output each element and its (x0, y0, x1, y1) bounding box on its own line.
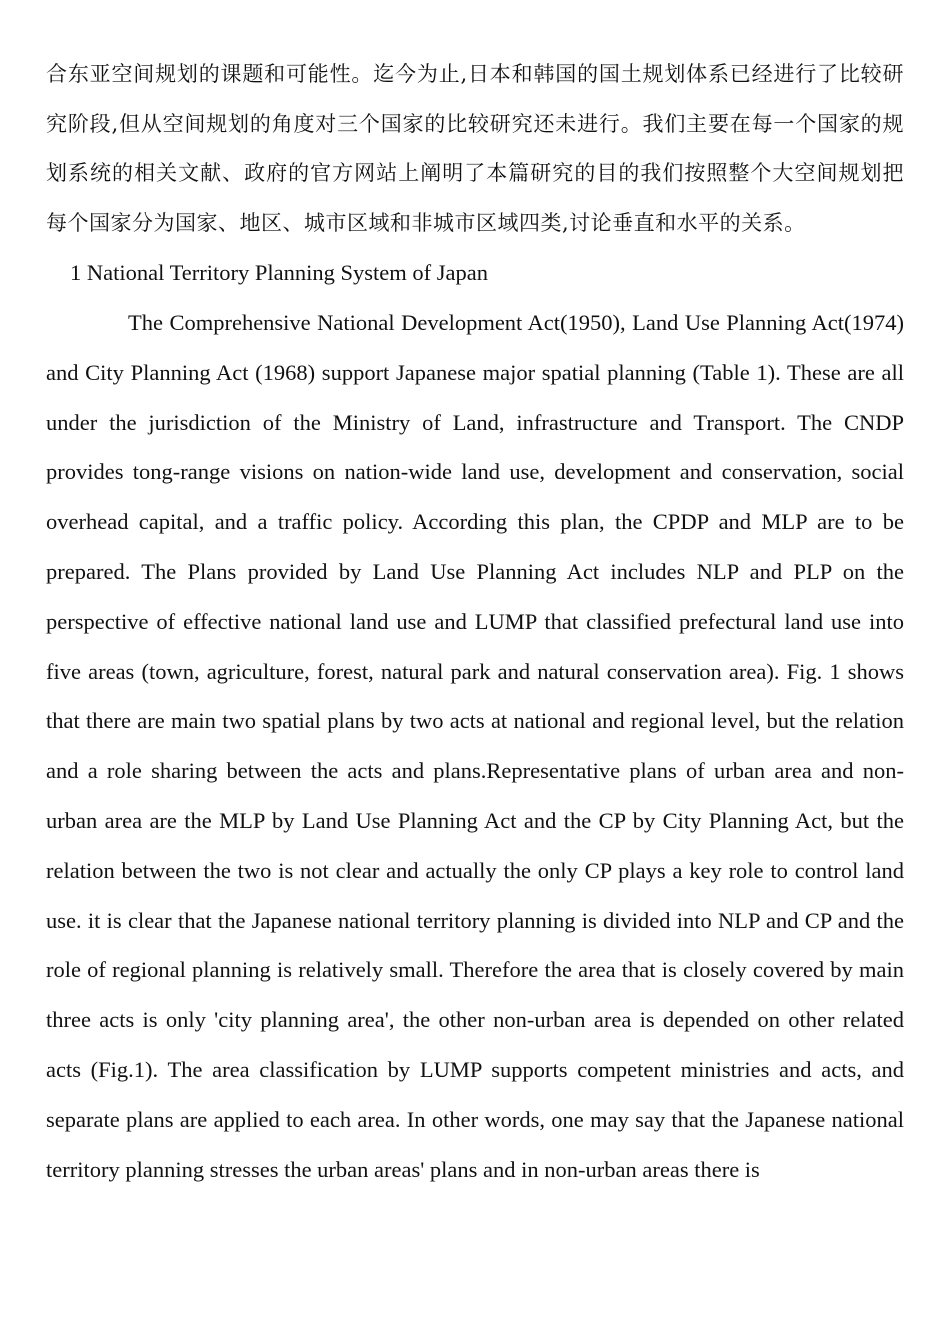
body-paragraph: The Comprehensive National Development Act(1950), Land Use Planning Act(1974) and City Planning Act (1968) support Japanese major spatial planning (Table 1). These are all under the jurisdiction of the Ministry of Land, infrastructure and Transport. The CNDP provides tong-range visions on nation-wide land use, development and conservation, social overhead capital, and a traffic policy. According this plan, the CPDP and MLP are to be prepared. The Plans provided by Land Use Planning Act includes NLP and PLP on the perspective of effective national land use and LUMP that classified prefectural land use into five areas (town, agriculture, forest, natural park and natural conservation area). Fig. 1 shows that there are main two spatial plans by two acts at national and regional level, but the relation and a role sharing between the acts and plans.Representative plans of urban area and non-urban area are the MLP by Land Use Planning Act and the CP by City Planning Act, but the relation between the two is not clear and actually the only CP plays a key role to control land use. it is clear that the Japanese national territory planning is divided into NLP and CP and the role of regional planning is relatively small. Therefore the area that is closely covered by main three acts is only 'city planning area', the other non-urban area is depended on other related acts (Fig.1). The area classification by LUMP supports competent ministries and acts, and separate plans are applied to each area. In other words, one may say that the Japanese national territory planning stresses the urban areas' plans and in non-urban areas there is (46, 309, 904, 1182)
section-heading: 1 National Territory Planning System of Japan (70, 260, 488, 286)
document-page (46, 50, 904, 1194)
chinese-paragraph: 合东亚空间规划的课题和可能性。迄今为止,日本和韩国的国土规划体系已经进行了比较研究阶段,但从空间规划的角度对三个国家的比较研究还未进行。我们主要在每一个国家的规划系统的相关文献、政府的官方网站上阐明了本篇研究的目的我们按照整个大空间规划把每个国家分为国家、地区、城市区域和非城市区域四类,讨论垂直和水平的关系。 (46, 62, 904, 235)
